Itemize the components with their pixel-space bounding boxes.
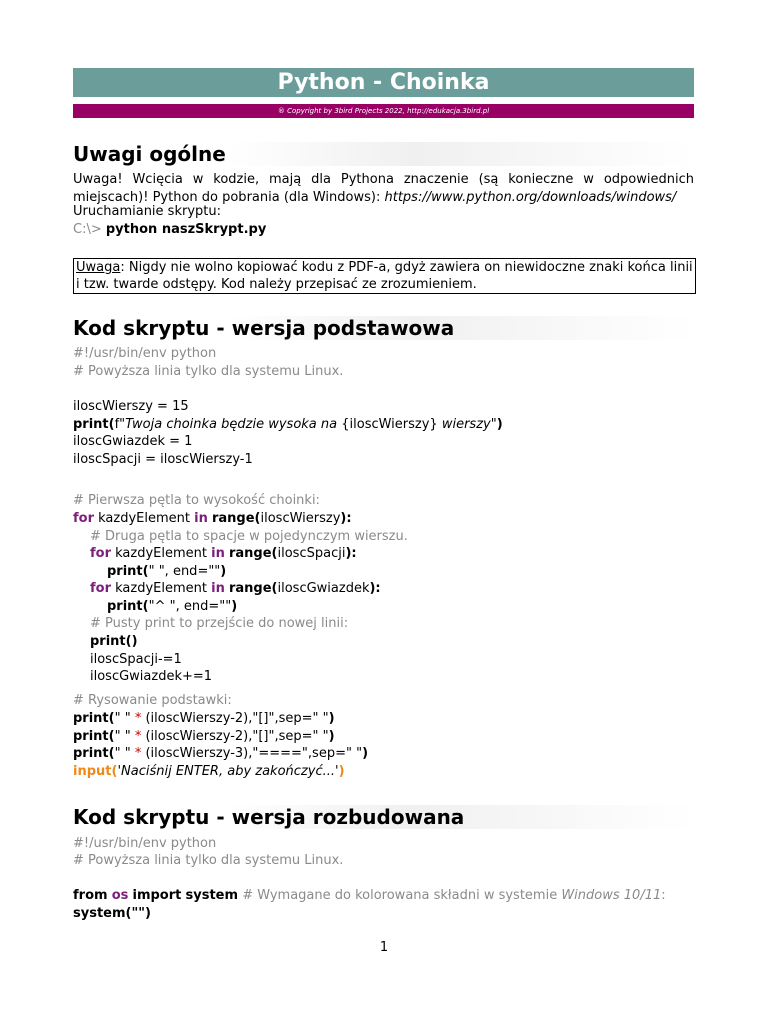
- print-keyword: print(: [73, 729, 115, 744]
- copyright-bar: ® Copyright by 3bird Projects 2022, http://edukacja.3bird.pl: [73, 104, 694, 118]
- print-keyword: print(: [107, 599, 149, 614]
- code-line-increment: iloscGwiazdek+=1: [90, 669, 213, 684]
- print-close: ): [328, 729, 335, 744]
- input-close: ): [338, 764, 345, 779]
- code-line-for1: [73, 510, 352, 528]
- base-quote: " ": [114, 711, 135, 726]
- system-name: system: [185, 888, 239, 903]
- heading-wersja-rozbudowana: Kod skryptu - wersja rozbudowana: [73, 805, 694, 829]
- fstring-var: {iloscWierszy}: [341, 417, 438, 432]
- comment-colon: :: [661, 888, 666, 903]
- print-close: ): [362, 746, 369, 761]
- base-args: (iloscWierszy-2),"[]",sep=" ": [141, 711, 329, 726]
- run-label: Uruchamianie skryptu:: [73, 204, 221, 219]
- intro-text: Uwaga! Wcięcia w kodzie, mają dla Pythona znaczenie (są konieczne w odpowiednich miejscach)! Python do pobrania (dla Windows):: [73, 172, 694, 205]
- code-comment-loop2: # Druga pętla to spacje w pojedynczym wierszu.: [90, 529, 408, 544]
- base-args: (iloscWierszy-2),"[]",sep=" ": [141, 729, 329, 744]
- loop-var: kazdyElement: [111, 546, 212, 561]
- base-args: (iloscWierszy-3),"====",sep=" ": [141, 746, 363, 761]
- fstring-text: Twoja choinka będzie wysoka na: [125, 417, 342, 432]
- in-keyword: in: [211, 581, 225, 596]
- code-comment-empty-print: # Pusty print to przejście do nowej linii:: [90, 616, 349, 631]
- input-quote: ': [117, 764, 122, 779]
- range-close: ):: [369, 581, 381, 596]
- python-download-link[interactable]: https://www.python.org/downloads/windows/: [384, 189, 677, 205]
- print-close: ): [496, 417, 503, 432]
- os-module: os: [111, 888, 129, 903]
- print-args: "^ ", end="": [148, 599, 232, 614]
- input-text: Naciśnij ENTER, aby zakończyć...: [121, 764, 335, 779]
- document-title: Python - Choinka: [73, 68, 694, 97]
- print-keyword: print(: [73, 711, 115, 726]
- code-line-for3: [90, 580, 381, 598]
- print-keyword: print(: [73, 746, 115, 761]
- multiply-operator: *: [134, 729, 142, 744]
- code-comment-base: # Rysowanie podstawki:: [73, 693, 232, 708]
- base-quote: " ": [114, 746, 135, 761]
- loop-var: kazdyElement: [94, 511, 195, 526]
- range-arg: iloscGwiazdek: [277, 581, 370, 596]
- range-close: ):: [345, 546, 357, 561]
- from-keyword: from: [73, 888, 108, 903]
- for-keyword: for: [73, 511, 94, 526]
- range-close: ):: [340, 511, 352, 526]
- code-line-import: [73, 887, 666, 905]
- base-quote: " ": [114, 729, 135, 744]
- code-shebang-2: #!/usr/bin/env python: [73, 836, 217, 851]
- multiply-operator: *: [134, 711, 142, 726]
- code-line-for2: [90, 545, 357, 563]
- input-quote-end: ': [335, 764, 339, 779]
- import-keyword: import: [132, 888, 182, 903]
- heading-wersja-podstawowa: Kod skryptu - wersja podstawowa: [73, 316, 694, 340]
- cmd-prompt: C:\>: [73, 222, 102, 237]
- for-keyword: for: [90, 581, 111, 596]
- code-line-base1: [73, 710, 335, 728]
- code-line-input: [73, 763, 345, 781]
- warning-label: Uwaga: [76, 260, 121, 275]
- print-keyword: print(: [73, 417, 115, 432]
- run-command: python naszSkrypt.py: [105, 222, 267, 237]
- code-line-stars: iloscGwiazdek = 1: [73, 434, 193, 449]
- code-line-system-call: system(""): [73, 906, 151, 921]
- print-keyword: print(: [107, 564, 149, 579]
- in-keyword: in: [211, 546, 225, 561]
- print-close: ): [220, 564, 227, 579]
- multiply-operator: *: [134, 746, 142, 761]
- code-shebang: #!/usr/bin/env python: [73, 346, 217, 361]
- code-line-decrement: iloscSpacji-=1: [90, 652, 182, 667]
- code-line-print-empty: print(): [90, 634, 138, 649]
- code-linux-comment: # Powyższa linia tylko dla systemu Linux.: [73, 364, 344, 379]
- code-line-print-space: [107, 563, 226, 581]
- windows-version: Windows 10/11: [561, 888, 662, 903]
- fstring-quote: ": [490, 417, 497, 432]
- code-line-print-star: [107, 598, 237, 616]
- warning-box: [73, 258, 696, 294]
- print-close: ): [231, 599, 238, 614]
- code-line-base3: [73, 745, 368, 763]
- input-keyword: input(: [73, 764, 118, 779]
- range-call: range(: [211, 511, 261, 526]
- import-comment: # Wymagane do kolorowana składni w systemie: [242, 888, 562, 903]
- range-arg: iloscWierszy: [260, 511, 341, 526]
- page-number: 1: [379, 940, 389, 955]
- range-arg: iloscSpacji: [277, 546, 346, 561]
- in-keyword: in: [194, 511, 208, 526]
- warning-text: : Nigdy nie wolno kopiować kodu z PDF-a, gdyż zawiera on niewidoczne znaki końca linii i tzw. twarde odstępy. Kod należy przepisać ze zrozumieniem.: [76, 260, 693, 292]
- code-linux-comment-2: # Powyższa linia tylko dla systemu Linux.: [73, 853, 344, 868]
- intro-paragraph: [73, 171, 694, 206]
- fstring-text-end: wierszy: [437, 417, 491, 432]
- loop-var: kazdyElement: [111, 581, 212, 596]
- for-keyword: for: [90, 546, 111, 561]
- fstring-prefix: f": [114, 417, 126, 432]
- code-line-base2: [73, 728, 335, 746]
- run-command-line: [73, 221, 266, 239]
- range-call: range(: [228, 546, 278, 561]
- code-line-print-title: [73, 416, 503, 434]
- code-line-spaces: iloscSpacji = iloscWierszy-1: [73, 452, 253, 467]
- print-close: ): [328, 711, 335, 726]
- code-comment-loop1: # Pierwsza pętla to wysokość choinki:: [73, 493, 320, 508]
- range-call: range(: [228, 581, 278, 596]
- code-line-rows: iloscWierszy = 15: [73, 399, 189, 414]
- print-args: " ", end="": [148, 564, 221, 579]
- heading-uwagi-ogolne: Uwagi ogólne: [73, 142, 694, 166]
